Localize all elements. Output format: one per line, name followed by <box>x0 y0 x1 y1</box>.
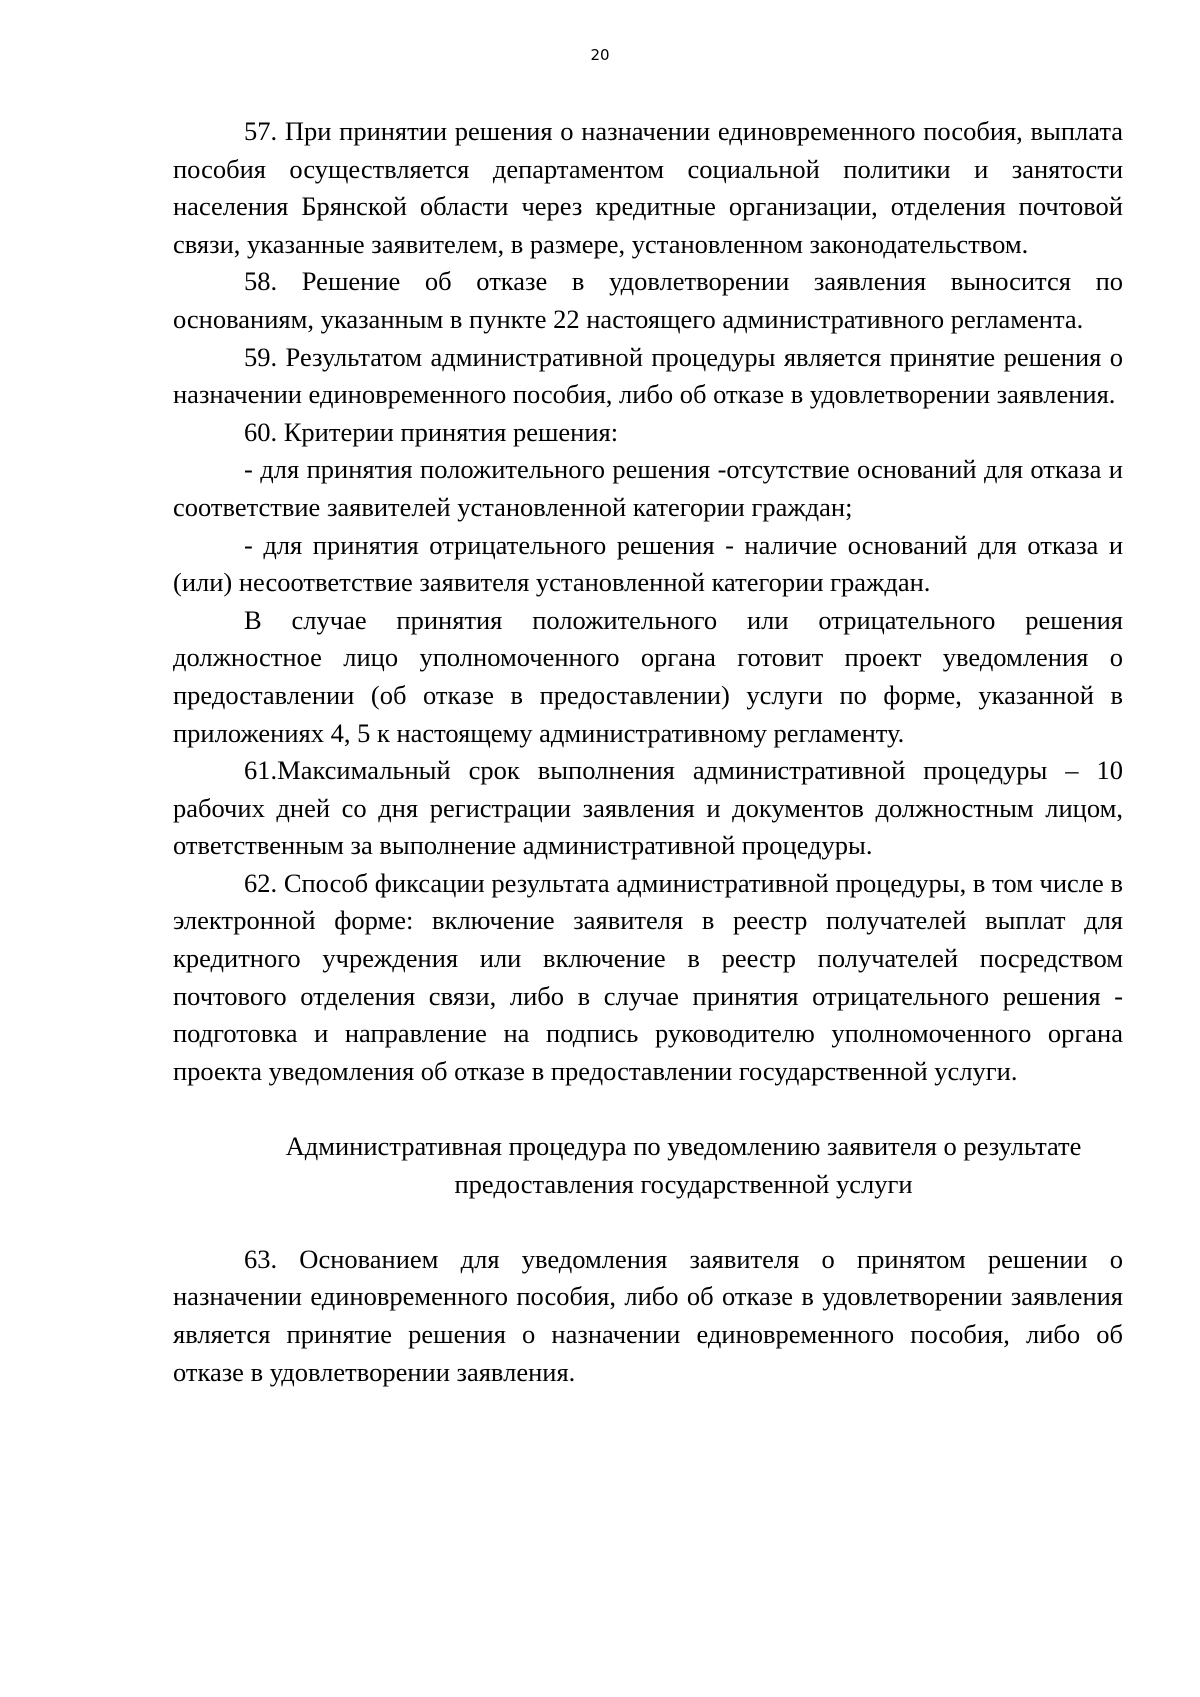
section-heading: Административная процедура по уведомлению заявителя о результате предоставления государственной услуги <box>285 1131 1082 1199</box>
document-body <box>173 113 1123 1391</box>
paragraph-58: 58. Решение об отказе в удовлетворении заявления выносится по основаниям, указанным в пункте 22 настоящего административного регламента. <box>173 266 1123 334</box>
paragraph-60-positive-criteria: - для принятия положительного решения -отсутствие оснований для отказа и соответствие заявителей установленной категории граждан; <box>173 454 1123 522</box>
page-number: 20 <box>590 46 610 64</box>
paragraph-60-case: В случае принятия положительного или отрицательного решения должностное лицо уполномоченного органа готовит проект уведомления о предоставлении (об отказе в предоставлении) услуги по форме, указанной в приложениях 4, 5 к настоящему административному регламенту. <box>173 604 1123 748</box>
paragraph-62: 62. Способ фиксации результата административной процедуры, в том числе в электронной форме: включение заявителя в реестр получателей выплат для кредитного учреждения или включение в реестр получателей посредством почтового отделения связи, либо в случае принятия отрицательного решения - подготовка и направление на подпись руководителю уполномоченного органа проекта уведомления об отказе в предоставлении государственной услуги. <box>173 867 1123 1086</box>
paragraph-60: 60. Критерии принятия решения: <box>244 416 619 447</box>
paragraph-59: 59. Результатом административной процедуры является принятие решения о назначении единовременного пособия, либо об отказе в удовлетворении заявления. <box>173 341 1123 410</box>
paragraph-57: 57. При принятии решения о назначении единовременного пособия, выплата пособия осуществляется департаментом социальной политики и занятости населения Брянской области через кредитные организации, отделения почтовой связи, указанные заявителем, в размере, установленном законодательством. <box>173 116 1123 259</box>
paragraph-63: 63. Основанием для уведомления заявителя о принятом решении о назначении единовременного пособия, либо об отказе в удовлетворении заявления является принятие решения о назначении единовременного пособия, либо об отказе в удовлетворении заявления. <box>173 1243 1123 1387</box>
paragraph-61: 61.Максимальный срок выполнения административной процедуры – 10 рабочих дней со дня регистрации заявления и документов должностным лицом, ответственным за выполнение административной процедуры. <box>173 755 1123 861</box>
paragraph-60-negative-criteria: - для принятия отрицательного решения - наличие оснований для отказа и (или) несоответствие заявителя установленной категории граждан. <box>173 529 1123 598</box>
